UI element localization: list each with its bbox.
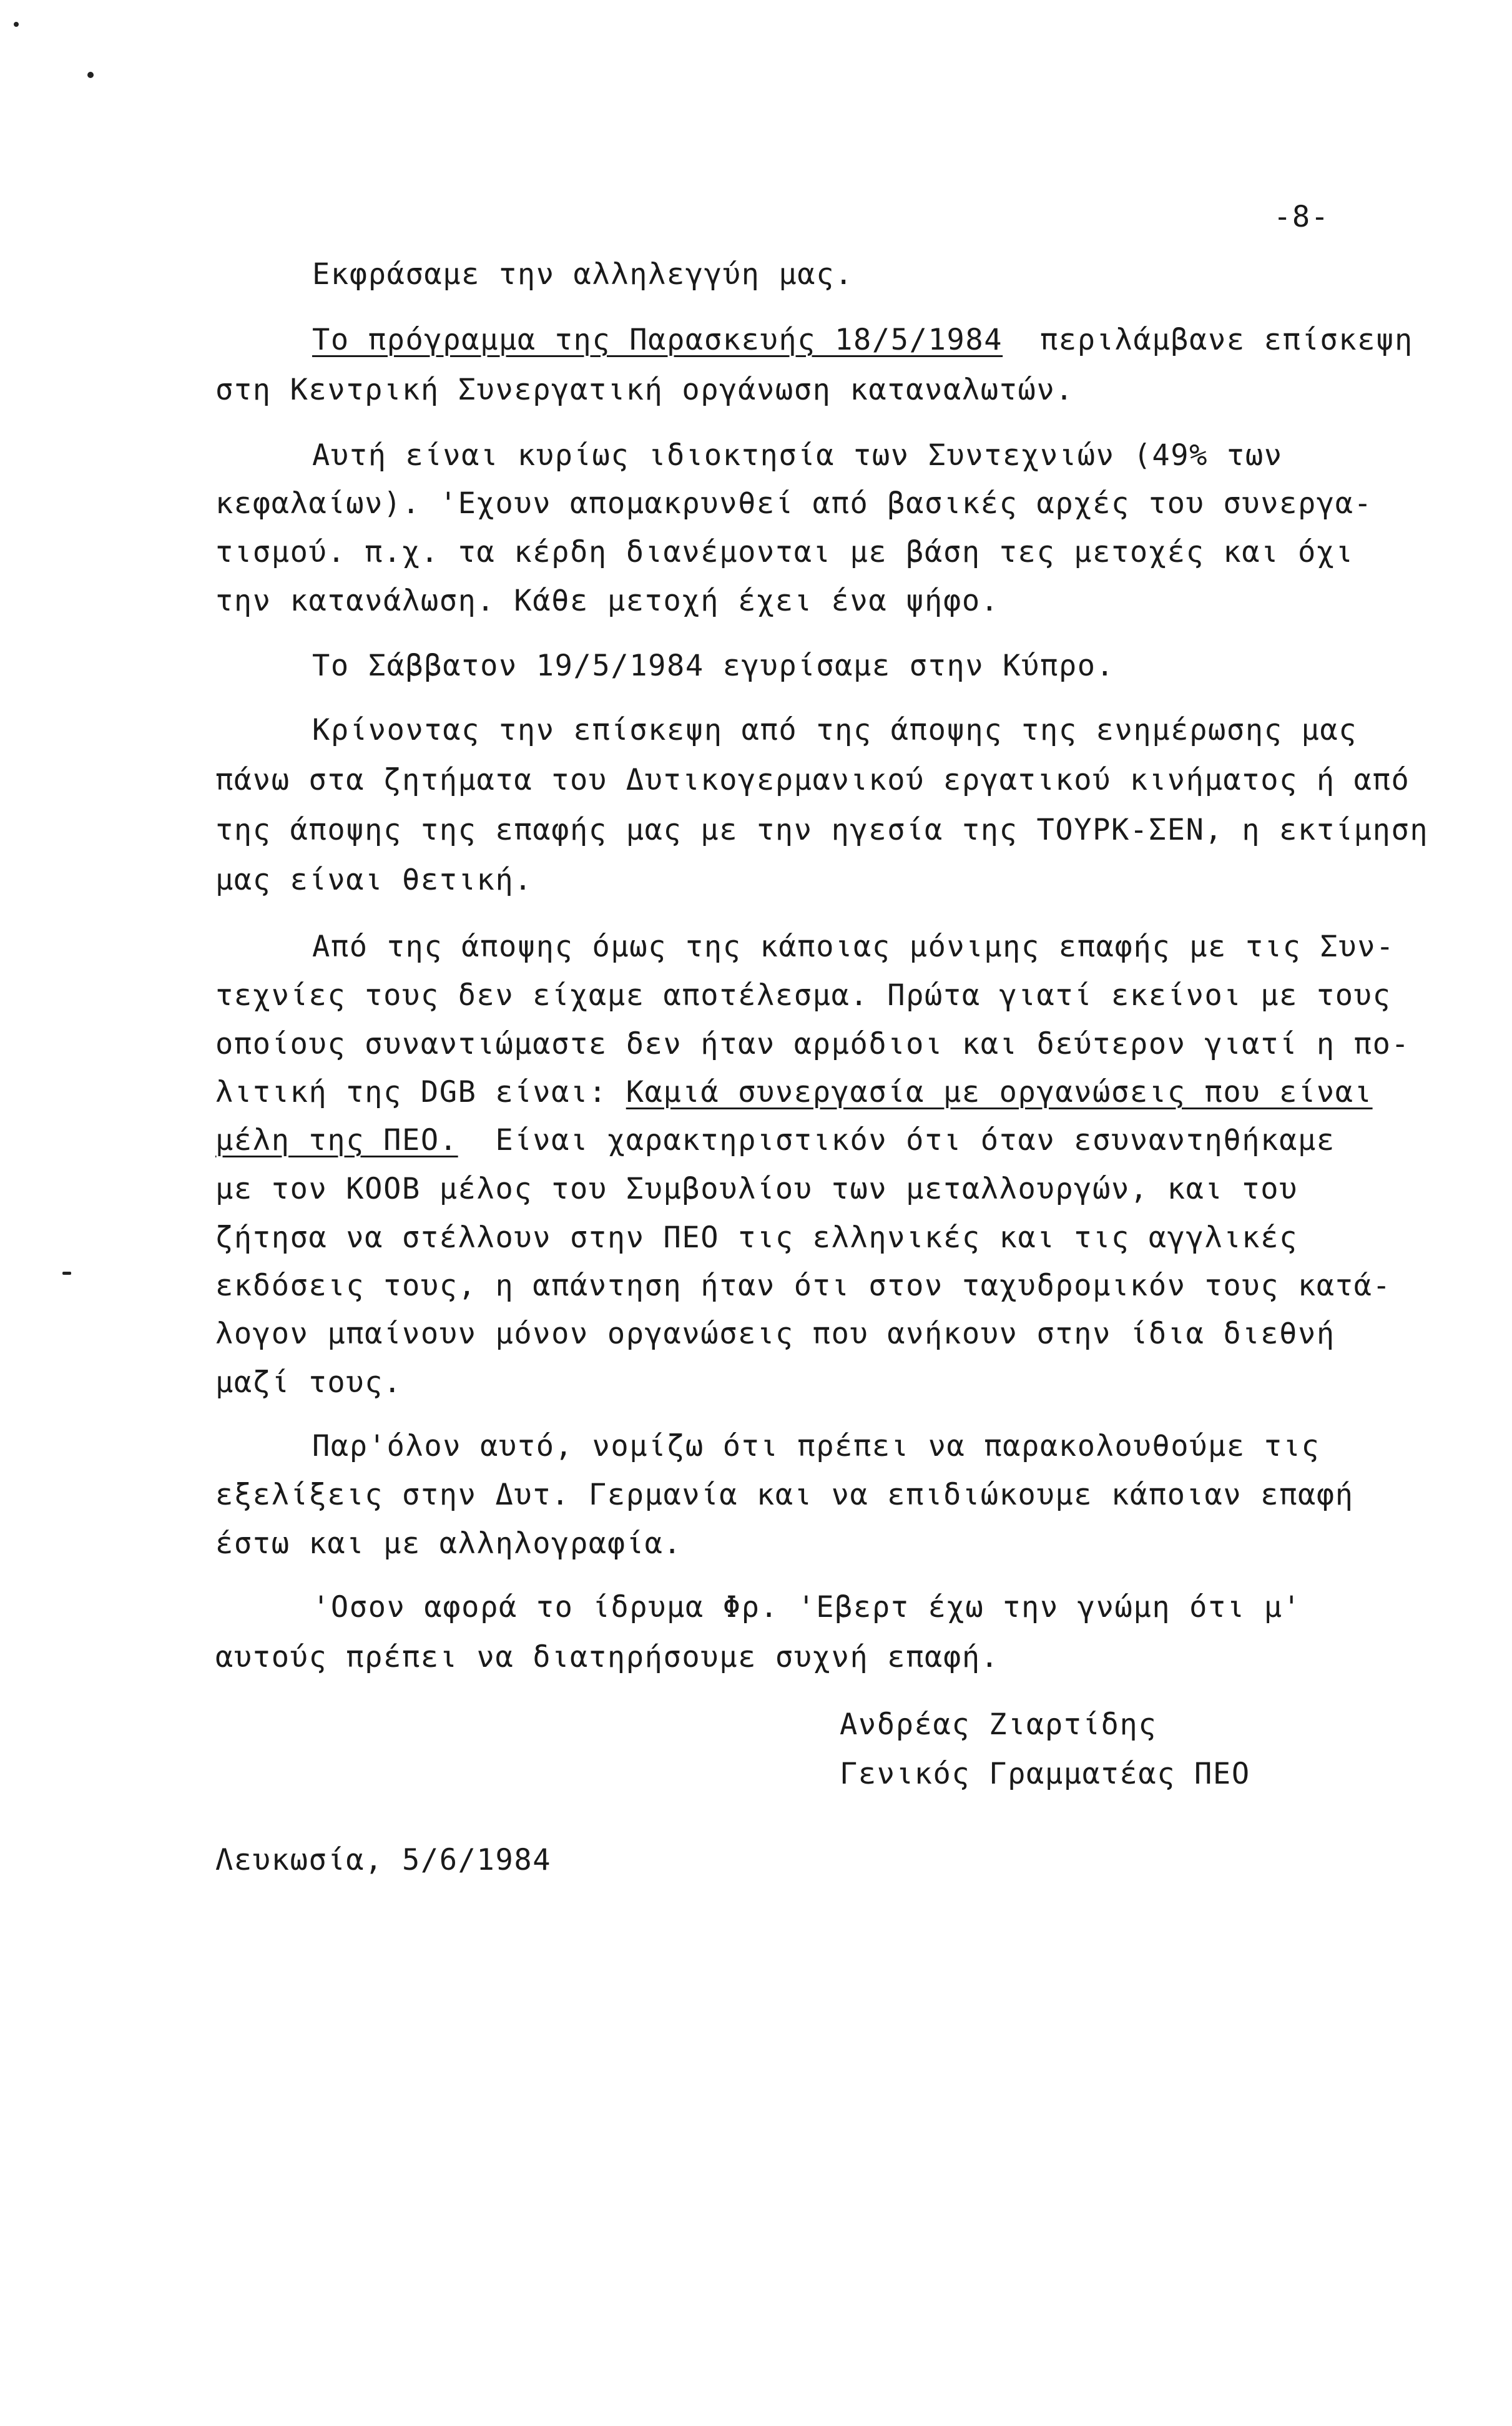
line-text: οποίους συναντιώμαστε δεν ήταν αρμόδιοι και δεύτερον γιατί η πο- xyxy=(215,1027,1410,1061)
line-text: Από της άποψης όμως της κάποιας μόνιμης επαφής με τις Συν- xyxy=(312,930,1395,964)
line-text: λιτική της DGB είναι: xyxy=(215,1075,626,1109)
paragraph-line xyxy=(312,437,1283,474)
line-text: Κρίνοντας την επίσκεψη από της άποψης της ενημέρωσης μας xyxy=(312,713,1358,747)
line-text: την κατανάλωση. Κάθε μετοχή έχει ένα ψήφο. xyxy=(215,584,999,618)
line-text: εξελίξεις στην Δυτ. Γερμανία και να επιδιώκουμε κάποιαν επαφή xyxy=(215,1478,1354,1512)
line-text: λογον μπαίνουν μόνον οργανώσεις που ανήκουν στην ίδια διεθνή xyxy=(215,1317,1335,1351)
line-text: Αυτή είναι κυρίως ιδιοκτησία των Συντεχνιών (49% των xyxy=(312,438,1283,473)
paragraph-line xyxy=(312,1589,1302,1626)
place-date: Λευκωσία, 5/6/1984 xyxy=(215,1843,552,1877)
line-text: με τον ΚΟΟΒ μέλος του Συμβουλίου των μεταλλουργών, και του xyxy=(215,1172,1298,1206)
paragraph-line xyxy=(215,371,1074,409)
paragraph-line xyxy=(312,712,1357,749)
page-number: -8- xyxy=(1274,200,1330,234)
paragraph-line xyxy=(312,256,853,293)
underlined-policy: μέλη της ΠΕΟ. xyxy=(215,1123,458,1157)
paragraph-line xyxy=(215,1219,1298,1257)
scan-speck xyxy=(62,1272,71,1275)
paragraph-line xyxy=(312,928,1395,966)
line-text: της άποψης της επαφής μας με την ηγεσία της ΤΟΥΡΚ-ΣΕΝ, η εκτίμηση xyxy=(215,813,1429,847)
paragraph-line xyxy=(215,1122,1335,1159)
line-text: Το Σάββατον 19/5/1984 εγυρίσαμε στην Κύπρο. xyxy=(312,649,1115,683)
line-text: στη Κεντρική Συνεργατική οργάνωση καταναλωτών. xyxy=(215,373,1074,407)
paragraph-line xyxy=(215,1026,1410,1063)
line-text: ζήτησα να στέλλουν στην ΠΕΟ τις ελληνικές και τις αγγλικές xyxy=(215,1220,1298,1255)
signature-title: Γενικός Γραμματέας ΠΕΟ xyxy=(840,1757,1250,1791)
line-text: Εκφράσαμε την αλληλεγγύη μας. xyxy=(312,257,853,292)
line-text: περιλάμβανε επίσκεψη xyxy=(1003,323,1413,357)
line-text: 'Οσον αφορά το ίδρυμα Φρ. 'Εβερτ έχω την γνώμη ότι μ' xyxy=(312,1590,1302,1624)
paragraph-line xyxy=(215,1267,1391,1305)
paragraph-line xyxy=(215,812,1428,849)
paragraph-line xyxy=(215,1364,402,1402)
line-text: Παρ'όλον αυτό, νομίζω ότι πρέπει να παρακολουθούμε τις xyxy=(312,1429,1320,1463)
underlined-heading: Το πρόγραμμα της Παρασκευής 18/5/1984 xyxy=(312,323,1003,357)
line-text: κεφαλαίων). 'Εχουν απομακρυνθεί από βασικές αρχές του συνεργα- xyxy=(215,486,1373,521)
paragraph-line xyxy=(215,762,1410,799)
line-text: τεχνίες τους δεν είχαμε αποτέλεσμα. Πρώτα γιατί εκείνοι με τους xyxy=(215,978,1392,1013)
line-text: πάνω στα ζητήματα του Δυτικογερμανικού εργατικού κινήματος ή από xyxy=(215,763,1410,797)
underlined-policy: Καμιά συνεργασία με οργανώσεις που είναι xyxy=(626,1075,1373,1109)
line-text: μας είναι θετική. xyxy=(215,863,533,897)
paragraph-line xyxy=(215,1476,1354,1514)
signature-name: Ανδρέας Ζιαρτίδης xyxy=(840,1707,1157,1742)
paragraph-line xyxy=(215,534,1354,571)
line-text: αυτούς πρέπει να διατηρήσουμε συχνή επαφή. xyxy=(215,1640,999,1674)
paragraph-line xyxy=(215,485,1373,523)
paragraph-line xyxy=(312,1428,1320,1465)
paragraph-line xyxy=(215,977,1391,1014)
paragraph-line xyxy=(312,322,1413,359)
line-text: εκδόσεις τους, η απάντηση ήταν ότι στον ταχυδρομικόν τους κατά- xyxy=(215,1269,1392,1303)
paragraph-line xyxy=(215,862,533,899)
line-text: τισμού. π.χ. τα κέρδη διανέμονται με βάση τες μετοχές και όχι xyxy=(215,535,1354,569)
line-text: μαζί τους. xyxy=(215,1365,402,1400)
paragraph-line xyxy=(312,647,1115,685)
line-text: έστω και με αλληλογραφία. xyxy=(215,1526,682,1561)
paragraph-line xyxy=(215,1171,1298,1208)
paragraph-line xyxy=(215,1315,1335,1353)
scan-speck xyxy=(87,72,94,78)
scan-speck xyxy=(14,22,19,27)
paragraph-line xyxy=(215,1639,999,1676)
paragraph-line xyxy=(215,582,999,620)
paragraph-line xyxy=(215,1525,682,1563)
line-text: Είναι χαρακτηριστικόν ότι όταν εσυναντηθήκαμε xyxy=(458,1123,1335,1157)
paragraph-line xyxy=(215,1074,1373,1111)
